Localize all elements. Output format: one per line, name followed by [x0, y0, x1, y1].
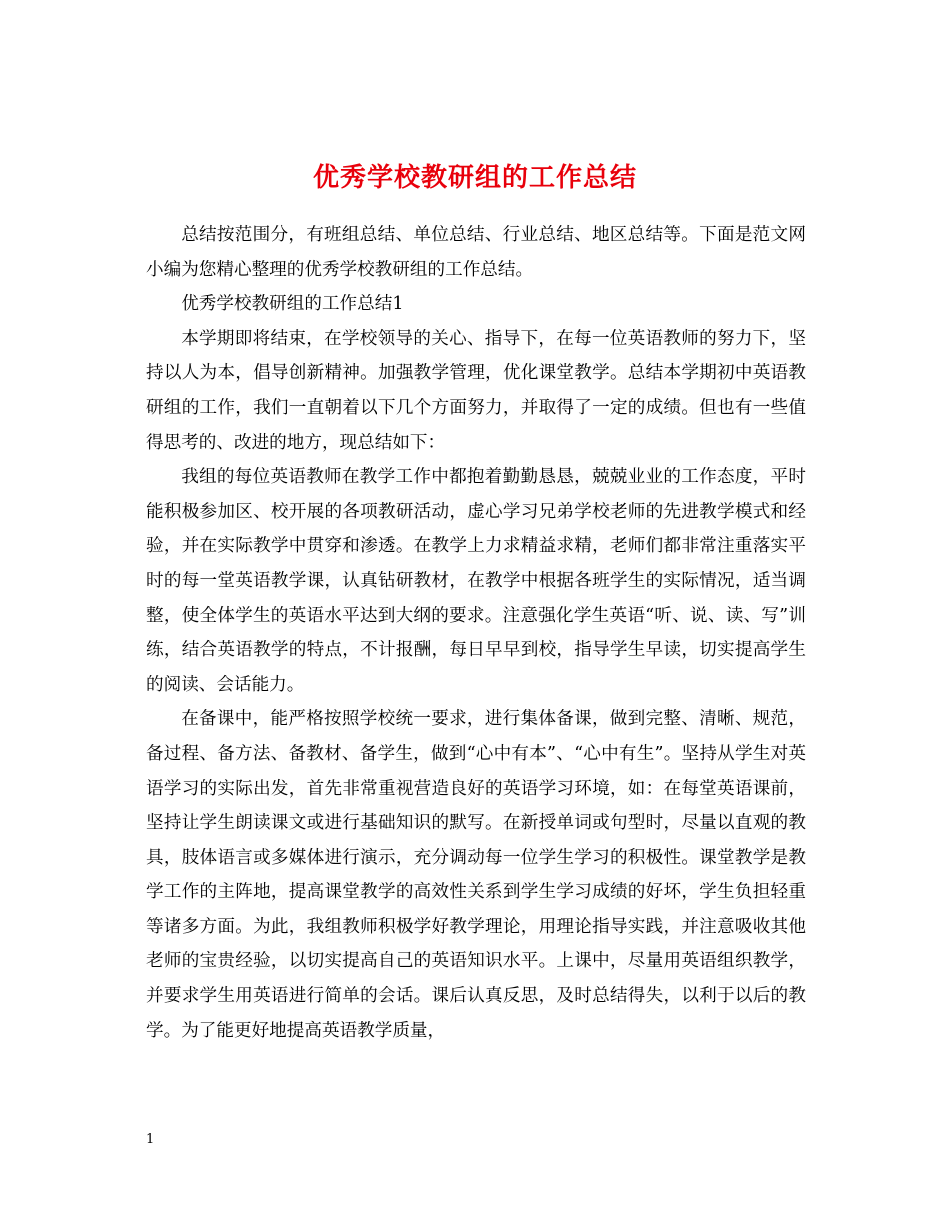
paragraph-3: 在备课中，能严格按照学校统一要求，进行集体备课，做到完整、清晰、规范，备过程、备方法、备教材、备学生，做到“心中有本”、“心中有生”。坚持从学生对英语学习的实际出发，首先非常重视营造良好的英语学习环境，如：在每堂英语课前，坚持让学生朗读课文或进行基础知识的默写。在新授单词或句型时，尽量以直观的教具，肢体语言或多媒体进行演示，充分调动每一位学生学习的积极性。课堂教学是教学工作的主阵地，提高课堂教学的高效性关系到学生学习成绩的好坏，学生负担轻重等诸多方面。为此，我组教师积极学好教学理论，用理论指导实践，并注意吸收其他老师的宝贵经验，以切实提高自己的英语知识水平。上课中，尽量用英语组织教学，并要求学生用英语进行简单的会话。课后认真反思，及时总结得失，以利于以后的教学。为了能更好地提高英语教学质量， [146, 709, 806, 1041]
document-body [146, 218, 806, 1048]
document-title: 优秀学校教研组的工作总结 [312, 163, 637, 194]
section-heading: 优秀学校教研组的工作总结1 [181, 294, 404, 315]
paragraph-1: 本学期即将结束，在学校领导的关心、指导下，在每一位英语教师的努力下，坚持以人为本，倡导创新精神。加强教学管理，优化课堂教学。总结本学期初中英语教研组的工作，我们一直朝着以下几个方面努力，并取得了一定的成绩。但也有一些值得思考的、改进的地方，现总结如下： [146, 328, 806, 453]
paragraph-intro: 总结按范围分，有班组总结、单位总结、行业总结、地区总结等。下面是范文网小编为您精心整理的优秀学校教研组的工作总结。 [146, 225, 806, 280]
page-number: 1 [146, 1132, 155, 1147]
paragraph-2: 我组的每位英语教师在教学工作中都抱着勤勤恳恳，兢兢业业的工作态度，平时能积极参加区、校开展的各项教研活动，虚心学习兄弟学校老师的先进教学模式和经验，并在实际教学中贯穿和渗透。在教学上力求精益求精，老师们都非常注重落实平时的每一堂英语教学课，认真钻研教材，在教学中根据各班学生的实际情况，适当调整，使全体学生的英语水平达到大纲的要求。注意强化学生英语“听、说、读、写”训练，结合英语教学的特点，不计报酬，每日早早到校，指导学生早读，切实提高学生的阅读、会话能力。 [146, 467, 806, 695]
